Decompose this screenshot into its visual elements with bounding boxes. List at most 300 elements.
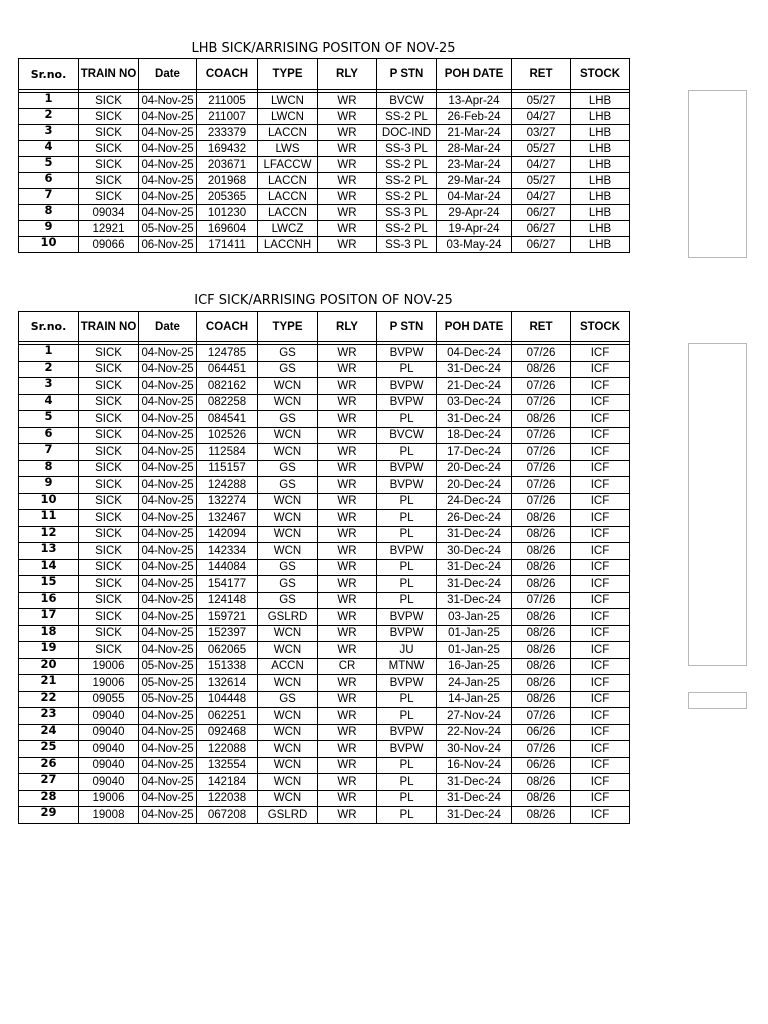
cell-train-no: SICK — [79, 510, 139, 527]
cell-coach: 154177 — [197, 576, 258, 593]
cell-coach: 064451 — [197, 361, 258, 378]
cell-date: 06-Nov-25 — [139, 237, 197, 253]
cell-type: WCN — [258, 724, 318, 741]
cell-poh-date: 22-Nov-24 — [437, 724, 512, 741]
cell-rly: WR — [318, 205, 377, 221]
header-p-stn: P STN — [377, 312, 437, 342]
cell-type: GS — [258, 361, 318, 378]
table-row — [19, 708, 630, 725]
cell-coach: 144084 — [197, 559, 258, 576]
table-row — [19, 205, 630, 221]
cell-poh-date: 31-Dec-24 — [437, 411, 512, 428]
cell-ret: 08/26 — [512, 576, 571, 593]
cell-ret: 08/26 — [512, 691, 571, 708]
cell-poh-date: 30-Dec-24 — [437, 543, 512, 560]
cell-p-stn: BVPW — [377, 394, 437, 411]
cell-coach: 124148 — [197, 592, 258, 609]
cell-p-stn: BVPW — [377, 724, 437, 741]
cell-rly: CR — [318, 658, 377, 675]
cell-type: GS — [258, 691, 318, 708]
cell-rly: WR — [318, 394, 377, 411]
cell-sr-no: 5 — [19, 411, 79, 428]
cell-p-stn: SS-2 PL — [377, 173, 437, 189]
cell-type: LACCNH — [258, 237, 318, 253]
cell-ret: 08/26 — [512, 790, 571, 807]
cell-sr-no: 17 — [19, 609, 79, 626]
cell-sr-no: 1 — [19, 345, 79, 362]
cell-ret: 08/26 — [512, 774, 571, 791]
cell-coach: 115157 — [197, 460, 258, 477]
cell-p-stn: PL — [377, 807, 437, 824]
cell-p-stn: PL — [377, 592, 437, 609]
cell-p-stn: BVPW — [377, 741, 437, 758]
cell-train-no: SICK — [79, 625, 139, 642]
header-train-no: TRAIN NO — [79, 312, 139, 342]
cell-ret: 08/26 — [512, 559, 571, 576]
cell-type: GS — [258, 576, 318, 593]
cell-coach: 152397 — [197, 625, 258, 642]
header-row — [19, 312, 630, 342]
cell-rly: WR — [318, 109, 377, 125]
cell-poh-date: 01-Jan-25 — [437, 642, 512, 659]
cell-rly: WR — [318, 493, 377, 510]
table-row — [19, 807, 630, 824]
cell-poh-date: 01-Jan-25 — [437, 625, 512, 642]
cell-ret: 07/26 — [512, 394, 571, 411]
cell-type: GSLRD — [258, 609, 318, 626]
cell-train-no: 19006 — [79, 675, 139, 692]
cell-coach: 104448 — [197, 691, 258, 708]
cell-rly: WR — [318, 378, 377, 395]
header-ret: RET — [512, 59, 571, 90]
cell-ret: 04/27 — [512, 109, 571, 125]
cell-coach: 142094 — [197, 526, 258, 543]
cell-stock: ICF — [571, 724, 630, 741]
cell-train-no: SICK — [79, 543, 139, 560]
cell-coach: 122038 — [197, 790, 258, 807]
cell-ret: 04/27 — [512, 189, 571, 205]
cell-p-stn: PL — [377, 790, 437, 807]
cell-rly: WR — [318, 543, 377, 560]
cell-poh-date: 23-Mar-24 — [437, 157, 512, 173]
cell-sr-no: 19 — [19, 642, 79, 659]
cell-sr-no: 3 — [19, 378, 79, 395]
cell-poh-date: 21-Dec-24 — [437, 378, 512, 395]
table-row — [19, 559, 630, 576]
cell-train-no: SICK — [79, 576, 139, 593]
table-row — [19, 378, 630, 395]
cell-p-stn: SS-2 PL — [377, 221, 437, 237]
cell-date: 04-Nov-25 — [139, 109, 197, 125]
cell-date: 04-Nov-25 — [139, 642, 197, 659]
cell-poh-date: 04-Dec-24 — [437, 345, 512, 362]
cell-sr-no: 24 — [19, 724, 79, 741]
cell-sr-no: 27 — [19, 774, 79, 791]
cell-train-no: 09066 — [79, 237, 139, 253]
cell-sr-no: 23 — [19, 708, 79, 725]
cell-ret: 03/27 — [512, 125, 571, 141]
cell-rly: WR — [318, 93, 377, 109]
cell-stock: LHB — [571, 221, 630, 237]
cell-coach: 142334 — [197, 543, 258, 560]
cell-poh-date: 24-Jan-25 — [437, 675, 512, 692]
cell-coach: 159721 — [197, 609, 258, 626]
cell-p-stn: DOC-IND — [377, 125, 437, 141]
cell-type: WCN — [258, 675, 318, 692]
cell-sr-no: 29 — [19, 807, 79, 824]
cell-coach: 151338 — [197, 658, 258, 675]
cell-p-stn: BVCW — [377, 93, 437, 109]
cell-coach: 169432 — [197, 141, 258, 157]
cell-train-no: 09040 — [79, 757, 139, 774]
cell-coach: 102526 — [197, 427, 258, 444]
cell-sr-no: 20 — [19, 658, 79, 675]
cell-train-no: SICK — [79, 361, 139, 378]
table-row — [19, 173, 630, 189]
cell-date: 04-Nov-25 — [139, 93, 197, 109]
cell-type: GS — [258, 460, 318, 477]
cell-ret: 08/26 — [512, 361, 571, 378]
cell-p-stn: MTNW — [377, 658, 437, 675]
cell-type: WCN — [258, 394, 318, 411]
cell-date: 04-Nov-25 — [139, 510, 197, 527]
cell-coach: 082162 — [197, 378, 258, 395]
cell-train-no: SICK — [79, 93, 139, 109]
cell-rly: WR — [318, 157, 377, 173]
cell-sr-no: 11 — [19, 510, 79, 527]
cell-poh-date: 29-Mar-24 — [437, 173, 512, 189]
cell-p-stn: SS-2 PL — [377, 157, 437, 173]
table-row — [19, 510, 630, 527]
header-train-no: TRAIN NO — [79, 59, 139, 90]
cell-coach: 201968 — [197, 173, 258, 189]
cell-train-no: SICK — [79, 141, 139, 157]
cell-coach: 233379 — [197, 125, 258, 141]
header-coach: COACH — [197, 59, 258, 90]
table-row — [19, 625, 630, 642]
cell-type: LFACCW — [258, 157, 318, 173]
cell-train-no: 09040 — [79, 724, 139, 741]
cell-rly: WR — [318, 691, 377, 708]
header-poh-date: POH DATE — [437, 59, 512, 90]
cell-poh-date: 20-Dec-24 — [437, 460, 512, 477]
cell-train-no: 09034 — [79, 205, 139, 221]
cell-date: 04-Nov-25 — [139, 189, 197, 205]
cell-stock: ICF — [571, 790, 630, 807]
cell-stock: ICF — [571, 609, 630, 626]
cell-rly: WR — [318, 790, 377, 807]
cell-ret: 07/26 — [512, 493, 571, 510]
cell-type: LACCN — [258, 205, 318, 221]
cell-stock: ICF — [571, 576, 630, 593]
cell-type: WCN — [258, 642, 318, 659]
cell-poh-date: 03-May-24 — [437, 237, 512, 253]
table-row — [19, 790, 630, 807]
cell-train-no: SICK — [79, 642, 139, 659]
cell-sr-no: 3 — [19, 125, 79, 141]
cell-p-stn: SS-3 PL — [377, 141, 437, 157]
cell-poh-date: 31-Dec-24 — [437, 774, 512, 791]
cell-poh-date: 17-Dec-24 — [437, 444, 512, 461]
cell-date: 04-Nov-25 — [139, 576, 197, 593]
header-date: Date — [139, 312, 197, 342]
table-row — [19, 609, 630, 626]
empty-cell-column — [688, 343, 747, 666]
cell-poh-date: 27-Nov-24 — [437, 708, 512, 725]
cell-rly: WR — [318, 237, 377, 253]
cell-stock: ICF — [571, 741, 630, 758]
cell-sr-no: 21 — [19, 675, 79, 692]
cell-p-stn: PL — [377, 774, 437, 791]
cell-p-stn: PL — [377, 510, 437, 527]
cell-stock: ICF — [571, 493, 630, 510]
table-row — [19, 592, 630, 609]
cell-train-no: 09040 — [79, 774, 139, 791]
cell-p-stn: PL — [377, 708, 437, 725]
cell-date: 04-Nov-25 — [139, 609, 197, 626]
table-row — [19, 361, 630, 378]
cell-ret: 08/26 — [512, 625, 571, 642]
cell-coach: 171411 — [197, 237, 258, 253]
cell-p-stn: PL — [377, 493, 437, 510]
cell-train-no: 19006 — [79, 658, 139, 675]
cell-stock: ICF — [571, 642, 630, 659]
cell-date: 04-Nov-25 — [139, 526, 197, 543]
cell-poh-date: 03-Jan-25 — [437, 609, 512, 626]
table-row — [19, 411, 630, 428]
cell-date: 04-Nov-25 — [139, 724, 197, 741]
cell-ret: 08/26 — [512, 510, 571, 527]
cell-p-stn: PL — [377, 361, 437, 378]
cell-rly: WR — [318, 708, 377, 725]
cell-type: GS — [258, 411, 318, 428]
cell-rly: WR — [318, 221, 377, 237]
table-row — [19, 757, 630, 774]
cell-train-no: SICK — [79, 345, 139, 362]
cell-poh-date: 31-Dec-24 — [437, 361, 512, 378]
header-stock: STOCK — [571, 312, 630, 342]
cell-sr-no: 9 — [19, 477, 79, 494]
cell-sr-no: 6 — [19, 427, 79, 444]
cell-poh-date: 19-Apr-24 — [437, 221, 512, 237]
cell-sr-no: 8 — [19, 460, 79, 477]
cell-rly: WR — [318, 173, 377, 189]
cell-p-stn: SS-2 PL — [377, 109, 437, 125]
cell-poh-date: 13-Apr-24 — [437, 93, 512, 109]
cell-type: LACCN — [258, 173, 318, 189]
empty-cell-column — [688, 90, 747, 258]
cell-date: 05-Nov-25 — [139, 658, 197, 675]
cell-type: GS — [258, 477, 318, 494]
cell-rly: WR — [318, 642, 377, 659]
cell-ret: 06/26 — [512, 724, 571, 741]
cell-ret: 05/27 — [512, 93, 571, 109]
cell-poh-date: 04-Mar-24 — [437, 189, 512, 205]
cell-sr-no: 14 — [19, 559, 79, 576]
cell-type: GS — [258, 345, 318, 362]
cell-date: 04-Nov-25 — [139, 559, 197, 576]
cell-stock: ICF — [571, 708, 630, 725]
cell-sr-no: 22 — [19, 691, 79, 708]
cell-coach: 132554 — [197, 757, 258, 774]
cell-p-stn: PL — [377, 691, 437, 708]
cell-p-stn: SS-3 PL — [377, 205, 437, 221]
cell-type: WCN — [258, 493, 318, 510]
cell-date: 04-Nov-25 — [139, 460, 197, 477]
cell-date: 04-Nov-25 — [139, 477, 197, 494]
cell-sr-no: 9 — [19, 221, 79, 237]
cell-rly: WR — [318, 427, 377, 444]
table-row — [19, 741, 630, 758]
cell-poh-date: 20-Dec-24 — [437, 477, 512, 494]
cell-train-no: 09055 — [79, 691, 139, 708]
cell-ret: 08/26 — [512, 807, 571, 824]
cell-ret: 07/26 — [512, 460, 571, 477]
cell-rly: WR — [318, 460, 377, 477]
cell-rly: WR — [318, 592, 377, 609]
table-row — [19, 526, 630, 543]
cell-stock: ICF — [571, 526, 630, 543]
cell-train-no: SICK — [79, 109, 139, 125]
cell-train-no: SICK — [79, 411, 139, 428]
cell-stock: ICF — [571, 378, 630, 395]
table-row — [19, 724, 630, 741]
table-row — [19, 576, 630, 593]
cell-poh-date: 31-Dec-24 — [437, 592, 512, 609]
cell-stock: ICF — [571, 543, 630, 560]
cell-p-stn: PL — [377, 559, 437, 576]
cell-stock: ICF — [571, 444, 630, 461]
cell-coach: 211007 — [197, 109, 258, 125]
header-type: TYPE — [258, 59, 318, 90]
cell-stock: ICF — [571, 592, 630, 609]
cell-p-stn: BVPW — [377, 675, 437, 692]
cell-train-no: SICK — [79, 125, 139, 141]
cell-poh-date: 18-Dec-24 — [437, 427, 512, 444]
cell-coach: 169604 — [197, 221, 258, 237]
cell-ret: 08/26 — [512, 526, 571, 543]
lhb-sick-table — [18, 58, 630, 253]
cell-poh-date: 31-Dec-24 — [437, 807, 512, 824]
cell-type: GS — [258, 559, 318, 576]
cell-stock: ICF — [571, 559, 630, 576]
cell-train-no: SICK — [79, 157, 139, 173]
cell-date: 04-Nov-25 — [139, 807, 197, 824]
cell-rly: WR — [318, 576, 377, 593]
cell-type: WCN — [258, 757, 318, 774]
cell-type: ACCN — [258, 658, 318, 675]
icf-sick-table — [18, 311, 630, 824]
cell-poh-date: 31-Dec-24 — [437, 576, 512, 593]
header-rly: RLY — [318, 59, 377, 90]
cell-type: WCN — [258, 790, 318, 807]
cell-stock: ICF — [571, 411, 630, 428]
cell-type: WCN — [258, 543, 318, 560]
cell-date: 04-Nov-25 — [139, 157, 197, 173]
cell-poh-date: 31-Dec-24 — [437, 790, 512, 807]
cell-type: WCN — [258, 741, 318, 758]
cell-stock: LHB — [571, 157, 630, 173]
cell-ret: 08/26 — [512, 642, 571, 659]
cell-date: 04-Nov-25 — [139, 411, 197, 428]
cell-type: LWCN — [258, 109, 318, 125]
cell-rly: WR — [318, 559, 377, 576]
header-stock: STOCK — [571, 59, 630, 90]
cell-stock: LHB — [571, 237, 630, 253]
table-row — [19, 543, 630, 560]
cell-ret: 08/26 — [512, 543, 571, 560]
cell-p-stn: BVPW — [377, 477, 437, 494]
cell-rly: WR — [318, 675, 377, 692]
cell-coach: 124785 — [197, 345, 258, 362]
cell-sr-no: 10 — [19, 237, 79, 253]
cell-train-no: SICK — [79, 173, 139, 189]
cell-p-stn: PL — [377, 576, 437, 593]
cell-train-no: 19006 — [79, 790, 139, 807]
cell-rly: WR — [318, 724, 377, 741]
cell-sr-no: 2 — [19, 109, 79, 125]
table-row — [19, 658, 630, 675]
cell-stock: ICF — [571, 345, 630, 362]
cell-type: LWCN — [258, 93, 318, 109]
cell-ret: 08/26 — [512, 675, 571, 692]
cell-coach: 062251 — [197, 708, 258, 725]
header-sr-no: Sr.no. — [19, 312, 79, 342]
cell-ret: 08/26 — [512, 609, 571, 626]
cell-poh-date: 28-Mar-24 — [437, 141, 512, 157]
cell-sr-no: 15 — [19, 576, 79, 593]
cell-train-no: SICK — [79, 609, 139, 626]
cell-date: 04-Nov-25 — [139, 790, 197, 807]
cell-poh-date: 26-Dec-24 — [437, 510, 512, 527]
cell-coach: 124288 — [197, 477, 258, 494]
cell-stock: LHB — [571, 173, 630, 189]
cell-sr-no: 16 — [19, 592, 79, 609]
cell-sr-no: 28 — [19, 790, 79, 807]
cell-type: LWCZ — [258, 221, 318, 237]
cell-rly: WR — [318, 411, 377, 428]
cell-p-stn: BVPW — [377, 378, 437, 395]
cell-poh-date: 21-Mar-24 — [437, 125, 512, 141]
table-row — [19, 460, 630, 477]
cell-rly: WR — [318, 444, 377, 461]
cell-type: GSLRD — [258, 807, 318, 824]
cell-date: 04-Nov-25 — [139, 774, 197, 791]
cell-date: 05-Nov-25 — [139, 221, 197, 237]
cell-p-stn: BVCW — [377, 427, 437, 444]
cell-poh-date: 24-Dec-24 — [437, 493, 512, 510]
table-row — [19, 237, 630, 253]
cell-coach: 084541 — [197, 411, 258, 428]
cell-sr-no: 7 — [19, 444, 79, 461]
cell-coach: 132467 — [197, 510, 258, 527]
cell-date: 04-Nov-25 — [139, 361, 197, 378]
cell-stock: ICF — [571, 774, 630, 791]
cell-sr-no: 26 — [19, 757, 79, 774]
cell-sr-no: 1 — [19, 93, 79, 109]
cell-poh-date: 03-Dec-24 — [437, 394, 512, 411]
cell-train-no: SICK — [79, 526, 139, 543]
cell-stock: ICF — [571, 394, 630, 411]
cell-poh-date: 30-Nov-24 — [437, 741, 512, 758]
cell-poh-date: 31-Dec-24 — [437, 559, 512, 576]
cell-type: LWS — [258, 141, 318, 157]
cell-type: WCN — [258, 625, 318, 642]
cell-date: 04-Nov-25 — [139, 427, 197, 444]
cell-stock: ICF — [571, 427, 630, 444]
cell-ret: 07/26 — [512, 378, 571, 395]
cell-stock: LHB — [571, 141, 630, 157]
